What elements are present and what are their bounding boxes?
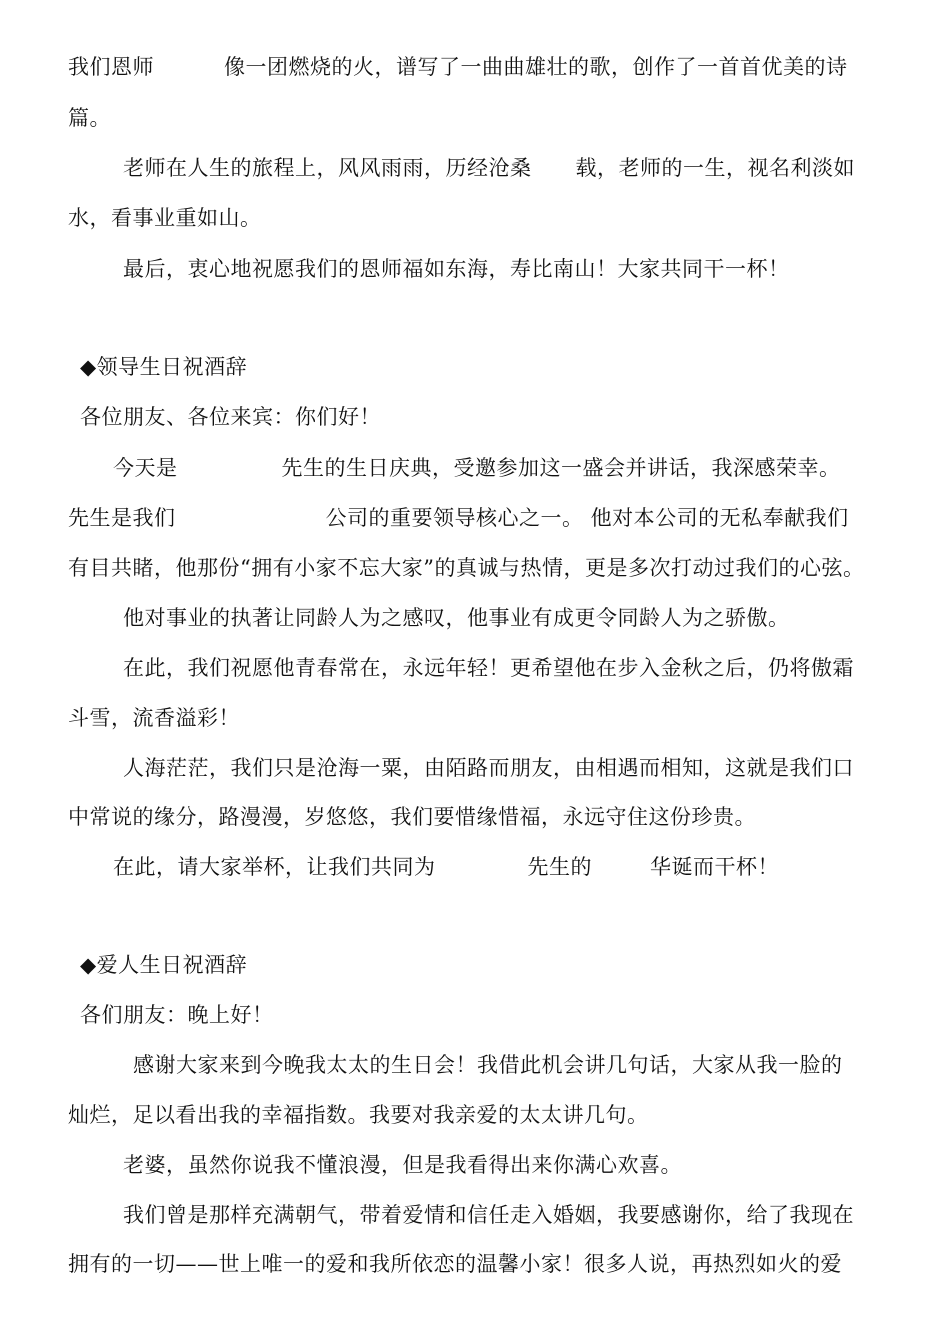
paragraph-line bbox=[68, 504, 849, 532]
paragraph-line bbox=[123, 154, 855, 182]
paragraph-line: 感谢大家来到今晚我太太的生日会！我借此机会讲几句话，大家从我一脸的 bbox=[133, 1053, 843, 1077]
text-segment: 载，老师的一生，视名利淡如 bbox=[575, 156, 855, 180]
section-heading: ◆领导生日祝酒辞 bbox=[80, 355, 248, 379]
paragraph-line: 中常说的缘分，路漫漫，岁悠悠，我们要惜缘惜福，永远守住这份珍贵。 bbox=[68, 805, 756, 829]
greeting-line: 各们朋友：晚上好！ bbox=[80, 1003, 274, 1027]
text-segment: 先生的 bbox=[527, 855, 592, 879]
paragraph-line: 篇。 bbox=[68, 106, 111, 130]
paragraph-line: 水，看事业重如山。 bbox=[68, 206, 262, 230]
paragraph-line: 最后，衷心地祝愿我们的恩师福如东海，寿比南山！大家共同干一杯！ bbox=[123, 257, 790, 281]
text-segment: 华诞而干杯！ bbox=[650, 855, 779, 879]
section-heading: ◆爱人生日祝酒辞 bbox=[80, 953, 248, 977]
greeting-line: 各位朋友、各位来宾：你们好！ bbox=[80, 405, 381, 429]
text-segment: 老师在人生的旅程上，风风雨雨，历经沧桑 bbox=[123, 156, 532, 180]
paragraph-line: 斗雪，流香溢彩！ bbox=[68, 706, 240, 730]
text-segment: 像一团燃烧的火，谱写了一曲曲雄壮的歌，创作了一首首优美的诗 bbox=[224, 55, 848, 79]
paragraph-line: 有目共睹，他那份“拥有小家不忘大家”的真诚与热情，更是多次打动过我们的心弦。 bbox=[68, 556, 865, 580]
paragraph-line: 他对事业的执著让同龄人为之感叹，他事业有成更令同龄人为之骄傲。 bbox=[123, 606, 790, 630]
paragraph-line bbox=[113, 853, 779, 881]
paragraph-line: 人海茫茫，我们只是沧海一粟，由陌路而朋友，由相遇而相知，这就是我们口 bbox=[123, 756, 854, 780]
paragraph-line: 我们曾是那样充满朝气，带着爱情和信任走入婚姻，我要感谢你，给了我现在 bbox=[123, 1203, 854, 1227]
text-segment: 我们恩师 bbox=[68, 55, 154, 79]
text-segment: 今天是 bbox=[113, 456, 178, 480]
paragraph-line: 在此，我们祝愿他青春常在，永远年轻！更希望他在步入金秋之后，仍将傲霜 bbox=[123, 656, 854, 680]
paragraph-line: 老婆，虽然你说我不懂浪漫，但是我看得出来你满心欢喜。 bbox=[123, 1153, 682, 1177]
paragraph-line bbox=[113, 454, 841, 482]
text-segment: 先生的生日庆典，受邀参加这一盛会并讲话，我深感荣幸。 bbox=[281, 456, 841, 480]
paragraph-line: 拥有的一切——世上唯一的爱和我所依恋的温馨小家！很多人说，再热烈如火的爱 bbox=[68, 1252, 842, 1276]
paragraph-line: 灿烂，足以看出我的幸福指数。我要对我亲爱的太太讲几句。 bbox=[68, 1103, 649, 1127]
text-segment: 公司的重要领导核心之一。 他对本公司的无私奉献我们 bbox=[325, 506, 849, 530]
text-segment: 先生是我们 bbox=[68, 506, 176, 530]
paragraph-line bbox=[68, 53, 848, 81]
text-segment: 在此，请大家举杯，让我们共同为 bbox=[113, 855, 436, 879]
